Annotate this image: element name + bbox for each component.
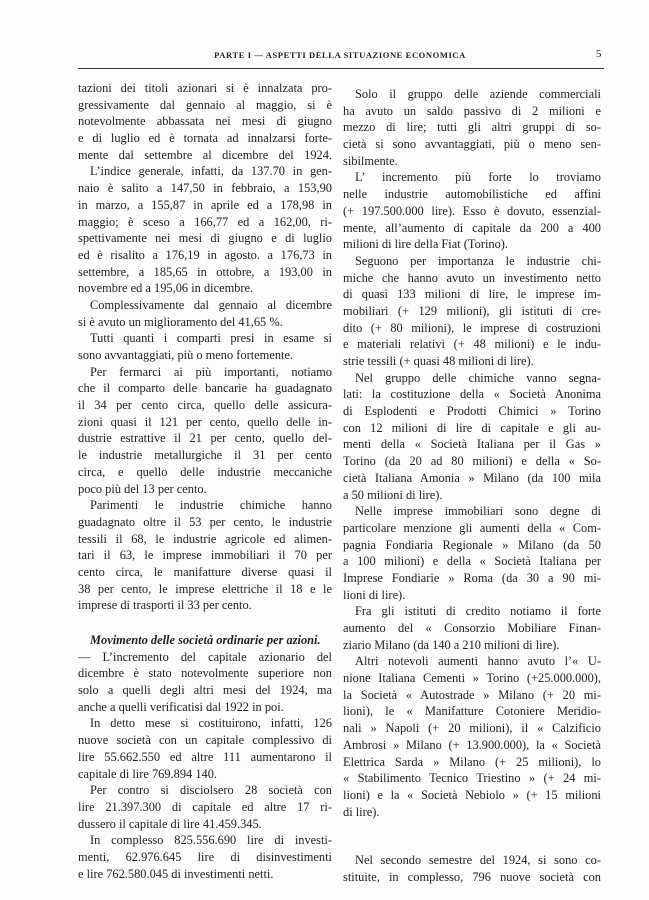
- text-line: capitale di lire 769.894 140.: [78, 766, 218, 781]
- text-line: In complesso 825.556.690 lire di investi-: [90, 833, 332, 848]
- paragraph-gap: [78, 614, 332, 632]
- text-line: tari il 63, le imprese immobiliari il 70 per: [78, 548, 332, 563]
- paragraph: [343, 253, 601, 370]
- paragraph: [78, 632, 332, 715]
- text-line: aumento del « Consorzio Mobiliare Finan-: [343, 621, 601, 635]
- text-line: L’indice generale, infatti, da 137.70 in gen-: [90, 164, 332, 179]
- text-line: ed è risalito a 176,19 in agosto. a 176,73 in: [78, 247, 332, 262]
- text-line: zioni quasi il 121 per cento, quello delle in-: [78, 414, 332, 429]
- text-line: mente, all’aumento di capitale da 200 a 400: [343, 220, 601, 235]
- text-line: il 34 per cento circa, quello delle assicura-: [78, 398, 332, 413]
- paragraph: [343, 653, 601, 820]
- text-line: mente dal settembre al dicembre del 1924.: [78, 147, 332, 162]
- text-line: 38 per cento, le imprese elettriche il 18 e le: [78, 581, 332, 596]
- text-line: e materiali relativi (+ 48 milioni) e le indu-: [343, 337, 601, 352]
- paragraph: [343, 370, 601, 504]
- text-line: Nel gruppo delle chimiche vanno segna-: [355, 370, 601, 385]
- text-line: sono avvantaggiati, più o meno fortemente.: [78, 348, 294, 362]
- text-line: L’ incremento più forte lo troviamo: [355, 170, 601, 185]
- text-line: poco più del 13 per cento.: [78, 481, 207, 496]
- text-line: lire 21.397.300 di capitale ed altre 17 ri-: [78, 799, 332, 814]
- text-line: la Società « Autostrade » Milano (+ 20 mi-: [343, 687, 601, 702]
- paragraph: [343, 603, 601, 653]
- text-line: di quasi 133 milioni di lire, le imprese im-: [343, 287, 601, 302]
- text-line: con 12 milioni di lire di capitale e gli au-: [343, 420, 601, 435]
- paragraph: [78, 80, 332, 163]
- text-line: notevolmente abbassata nei mesi di giugno: [78, 114, 332, 129]
- text-line: lire 55.662.550 ed altre 111 aumentarono il: [78, 749, 332, 764]
- text-line: cento circa, le manifatture diverse quasi il: [78, 564, 332, 579]
- text-line: circa, e quello delle industrie meccaniche: [78, 464, 332, 479]
- text-line: Nel secondo semestre del 1924, si sono co-: [355, 853, 601, 868]
- text-line: dicembre è stato notevolmente superiore non: [78, 666, 332, 681]
- text-line: che il comparto delle bancarie ha guadagnato: [78, 381, 332, 396]
- text-line: lioni), le « Manifatture Cotoniere Meridio-: [343, 704, 601, 719]
- text-line: mobiliari (+ 129 milioni), gli istituti di cre-: [343, 303, 601, 318]
- text-line: naio è salito a 147,50 in febbraio, a 153,90: [78, 181, 332, 196]
- header-rule: [78, 68, 604, 69]
- text-line: Solo il gruppo delle aziende commerciali: [355, 87, 601, 101]
- text-line: novembre ed a 195,06 in dicembre.: [78, 281, 254, 296]
- text-line: nali » Napoli (+ 20 milioni), il « Calzificio: [343, 721, 601, 736]
- text-line: Torino (da 20 ad 80 milioni) e della « So-: [343, 454, 601, 469]
- text-line: in marzo, a 155,87 in aprile ed a 178,98 in: [78, 197, 332, 212]
- text-line: Altri notevoli aumenti hanno avuto l’« U-: [355, 654, 601, 669]
- text-line: stituite, in complesso, 796 nuove società con: [343, 869, 601, 884]
- text-line: Per fermarci ai più importanti, notiamo: [90, 364, 332, 379]
- paragraph: [78, 330, 332, 363]
- paragraph: [343, 169, 601, 252]
- text-line: lati: la costituzione della « Società Anonima: [343, 387, 601, 402]
- text-line: particolare menzione gli aumenti della « Com-: [343, 520, 601, 535]
- text-line: nuove società con un capitale complessivo di: [78, 733, 332, 748]
- section-heading: Movimento delle società ordinarie per azioni.: [90, 633, 321, 647]
- paragraph: [78, 715, 332, 782]
- text-line: anche a quelli verificatisi dal 1922 in poi.: [78, 699, 284, 714]
- text-line: lioni) e la « Società Nebiolo » (+ 15 milioni: [343, 787, 601, 802]
- text-line: « Stabilimento Tecnico Triestino » (+ 24 mi-: [343, 771, 601, 786]
- text-line: Fra gli istituti di credito notiamo il forte: [355, 604, 601, 619]
- text-line: strie tessili (+ quasi 48 milioni di lire).: [343, 354, 534, 368]
- text-line: le industrie metallurgiche il 31 per cento: [78, 448, 332, 463]
- text-line: ha avuto un saldo passivo di 2 milioni e: [343, 103, 601, 118]
- paragraph: [78, 497, 332, 614]
- text-line: (+ 197.500.000 lire). Esso è dovuto, essenzial-: [343, 203, 601, 218]
- text-line: lioni di lire).: [343, 587, 406, 602]
- text-line: si è avuto un miglioramento del 41,65 %.: [78, 314, 283, 329]
- text-line: a 50 milioni di lire).: [343, 487, 443, 502]
- running-header-title: PARTE I — ASPETTI DELLA SITUAZIONE ECONOMICA: [214, 50, 466, 60]
- text-line: mezzo di lire; tutti gli altri gruppi di so-: [343, 120, 601, 135]
- text-line: tessili il 68, le industrie agricole ed alimen-: [78, 531, 332, 546]
- text-line: Parimenti le industrie chimiche hanno: [90, 498, 332, 513]
- paragraph: [78, 832, 332, 882]
- paragraph: [78, 364, 332, 498]
- paragraph: [78, 297, 332, 330]
- text-line: Ambrosi » Milano (+ 13.900.000), la « Società: [343, 737, 601, 752]
- right-column: [343, 86, 601, 886]
- text-line: menti, 62.976.645 lire di disinvestimenti: [78, 849, 332, 864]
- text-line: Elettrica Sarda » Milano (+ 25 milioni), lo: [343, 754, 601, 769]
- text-line: Per contro si disciolsero 28 società con: [90, 783, 332, 798]
- text-line: di lire).: [343, 804, 380, 819]
- text-line: dussero il capitale di lire 41.459.345.: [78, 816, 262, 831]
- text-line: dustrie estrattive il 21 per cento, quello del-: [78, 431, 332, 446]
- text-line: nione Italiana Cementi » Torino (+25.000.000),: [343, 671, 601, 686]
- text-line: maggio; è sceso a 166,77 ed a 162,00, ri-: [78, 214, 332, 229]
- text-line: settembre, a 185,65 in ottobre, a 193,00 in: [78, 264, 332, 279]
- text-line: di Esplodenti e Prodotti Chimici » Torino: [343, 404, 601, 419]
- section-gap: [343, 820, 601, 852]
- text-line: Seguono per importanza le industrie chi-: [355, 253, 601, 268]
- text-line: tazioni dei titoli azionari si è innalzata pro-: [78, 81, 332, 95]
- paragraph: [343, 852, 601, 885]
- text-line: imprese di trasporti il 33 per cento.: [78, 598, 252, 613]
- text-line: nelle industrie automobilistiche ed affini: [343, 187, 601, 202]
- text-line: miche che hanno avuto un investimento netto: [343, 270, 601, 285]
- text-line: cietà si sono avvantaggiati, più o meno sen-: [343, 137, 601, 152]
- paragraph: [343, 503, 601, 603]
- text-line: Tutti quanti i comparti presi in esame si: [90, 331, 332, 346]
- text-line: pagnia Fondiaria Regionale » Milano (da 50: [343, 537, 601, 552]
- text-line: Nelle imprese immobiliari sono degne di: [355, 504, 601, 519]
- text-line: solo a quelli degli altri mesi del 1924, ma: [78, 683, 332, 698]
- text-line: Complessivamente dal gennaio al dicembre: [90, 297, 332, 312]
- text-line: dito (+ 80 milioni), le imprese di costruzioni: [343, 320, 601, 335]
- text-line: gressivamente dal gennaio al maggio, si è: [78, 97, 332, 112]
- text-line: sibilmente.: [343, 153, 398, 168]
- paragraph: [343, 86, 601, 169]
- text-line: e di luglio ed è tornata ad innalzarsi forte-: [78, 131, 332, 146]
- page-number: 5: [595, 48, 602, 60]
- paragraph: [78, 782, 332, 832]
- text-line: milioni di lire della Fiat (Torino).: [343, 237, 508, 252]
- text-line: menti della « Società Italiana per il Gas »: [343, 437, 601, 452]
- text-line: cietà Italiana Amonia » Milano (da 100 mila: [343, 470, 601, 485]
- text-line: a 100 milioni) e della « Società Italiana per: [343, 554, 601, 569]
- left-column: [78, 80, 332, 882]
- running-header: [80, 48, 600, 64]
- text-line: ziario Milano (da 140 a 210 milioni di lire).: [343, 637, 560, 652]
- text-line: guadagnato oltre il 53 per cento, le industrie: [78, 514, 332, 529]
- text-line: spettivamente nei mesi di giugno e di luglio: [78, 231, 332, 246]
- text-line: e lire 762.580.045 di investimenti netti.: [78, 866, 274, 881]
- text-line: Imprese Fondiarie » Roma (da 30 a 90 mi-: [343, 570, 601, 585]
- text-line: In detto mese si costituirono, infatti, 126: [90, 716, 332, 731]
- text-line: — L’incremento del capitale azionario del: [78, 649, 332, 664]
- paragraph: [78, 163, 332, 297]
